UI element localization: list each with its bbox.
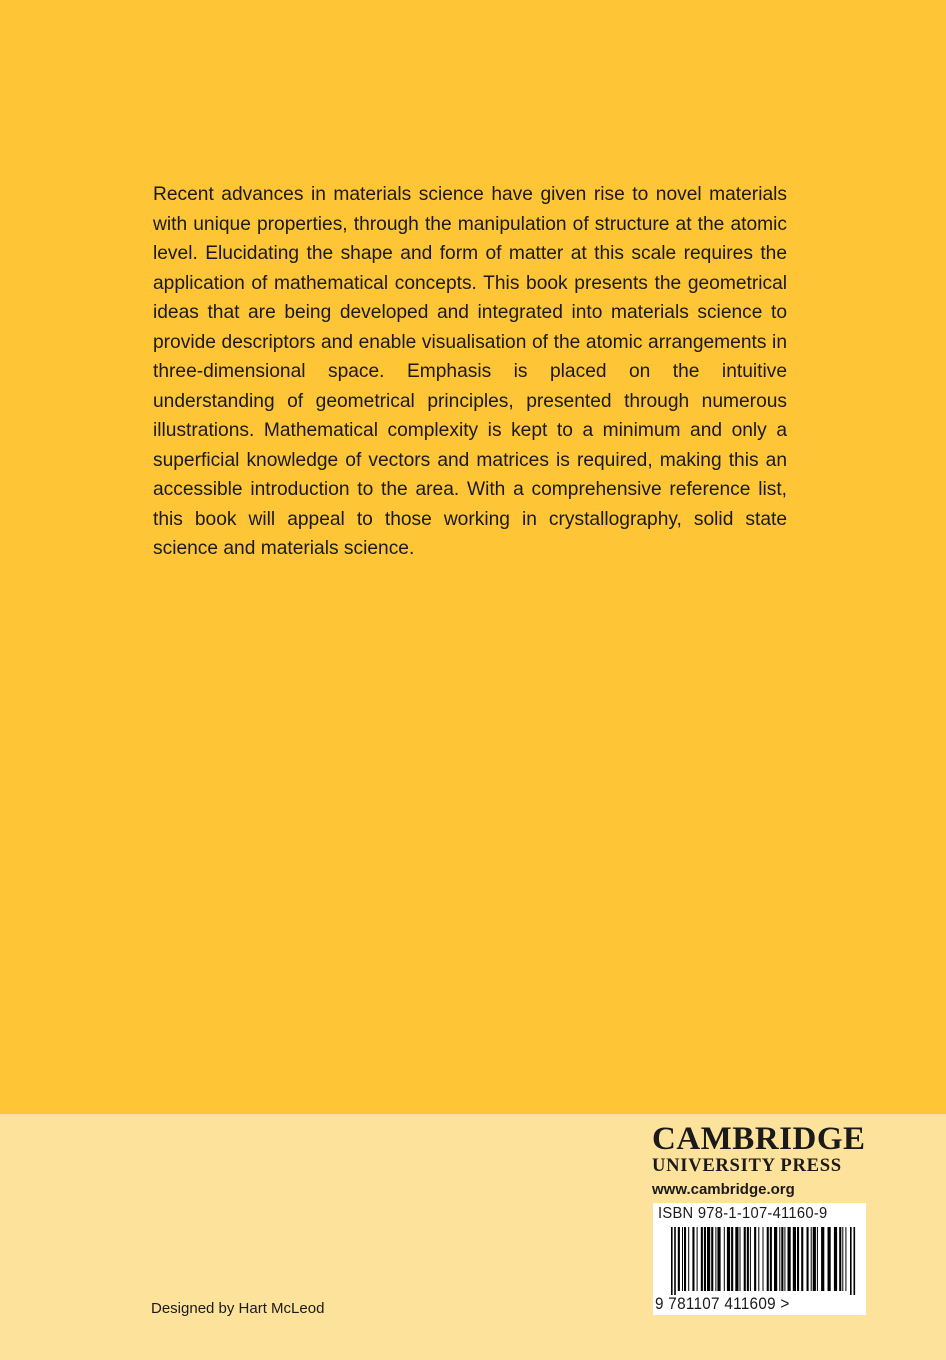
barcode-bar <box>678 1227 680 1291</box>
barcode-bar <box>813 1227 816 1291</box>
barcode-bar <box>767 1227 769 1291</box>
barcode-bar <box>747 1227 749 1291</box>
publisher-logo <box>652 1122 868 1199</box>
barcode-bar <box>839 1227 841 1291</box>
barcode-bar <box>793 1227 796 1291</box>
barcode-bar <box>763 1227 764 1291</box>
barcode-bar <box>715 1227 716 1291</box>
barcode-bar <box>754 1227 756 1291</box>
barcode-bar <box>731 1227 733 1291</box>
barcode-bar <box>724 1227 725 1291</box>
isbn-label: ISBN 978-1-107-41160-9 <box>658 1205 828 1222</box>
barcode-bar <box>740 1227 741 1291</box>
barcode-bar <box>692 1227 694 1291</box>
barcode-bar <box>850 1227 852 1295</box>
barcode-bar <box>711 1227 713 1291</box>
barcode-bar <box>717 1227 720 1291</box>
barcode-bar <box>684 1227 686 1291</box>
publisher-subname: UNIVERSITY PRESS <box>652 1155 842 1176</box>
barcode-bar <box>701 1227 703 1291</box>
barcode-bar <box>697 1227 698 1291</box>
barcode-bar <box>788 1227 791 1291</box>
barcode-bar <box>854 1227 856 1295</box>
barcode-bar <box>811 1227 812 1291</box>
barcode-bar <box>779 1227 780 1291</box>
barcode-bar <box>807 1227 809 1291</box>
barcode-bar <box>770 1227 772 1291</box>
barcode-bar <box>682 1227 683 1291</box>
barcode-bars <box>653 1227 866 1295</box>
barcode-bar <box>674 1227 676 1295</box>
barcode-bar <box>758 1227 759 1291</box>
barcode-bar <box>688 1227 689 1291</box>
barcode-digits: 9 781107 411609 > <box>655 1294 790 1313</box>
barcode-bar <box>781 1227 783 1291</box>
barcode-bar <box>750 1227 751 1291</box>
publisher-name: CAMBRIDGE <box>652 1121 866 1157</box>
barcode-bar <box>704 1227 706 1291</box>
barcode-bar <box>797 1227 799 1291</box>
designer-credit: Designed by Hart McLeod <box>151 1300 325 1317</box>
isbn-barcode <box>653 1203 866 1315</box>
barcode-bar <box>801 1227 803 1291</box>
barcode-bar <box>784 1227 785 1291</box>
barcode-bar <box>735 1227 738 1291</box>
barcode-bar <box>821 1227 824 1291</box>
barcode-bar <box>774 1227 777 1291</box>
barcode-bar <box>817 1227 818 1291</box>
barcode-bar <box>727 1227 730 1291</box>
barcode-bar <box>842 1227 843 1291</box>
barcode-bar <box>671 1227 673 1295</box>
barcode-bar <box>834 1227 837 1291</box>
back-cover-blurb: Recent advances in materials science have given rise to novel materials with unique properties, through the manipulation of structure at the atomic level. Elucidating the shape and form of matter at this scale requires the application of mathematical concepts. This book presents the geometrical ideas that are being developed and integrated into materials science to provide descriptors and enable visualisation of the atomic arrangements in three-dimensional space. Emphasis is placed on the intuitive understanding of geometrical principles, presented through numerous illustrations. Mathematical complexity is kept to a minimum and only a superficial knowledge of vectors and matrices is required, making this an accessible introduction to the area. With a comprehensive reference list, this book will appeal to those working in crystallography, solid state science and materials science. <box>153 184 787 559</box>
barcode-bar <box>828 1227 831 1291</box>
barcode-bar <box>707 1227 710 1291</box>
barcode-bar <box>845 1227 846 1291</box>
publisher-url: www.cambridge.org <box>652 1181 795 1198</box>
barcode-bar <box>744 1227 746 1291</box>
